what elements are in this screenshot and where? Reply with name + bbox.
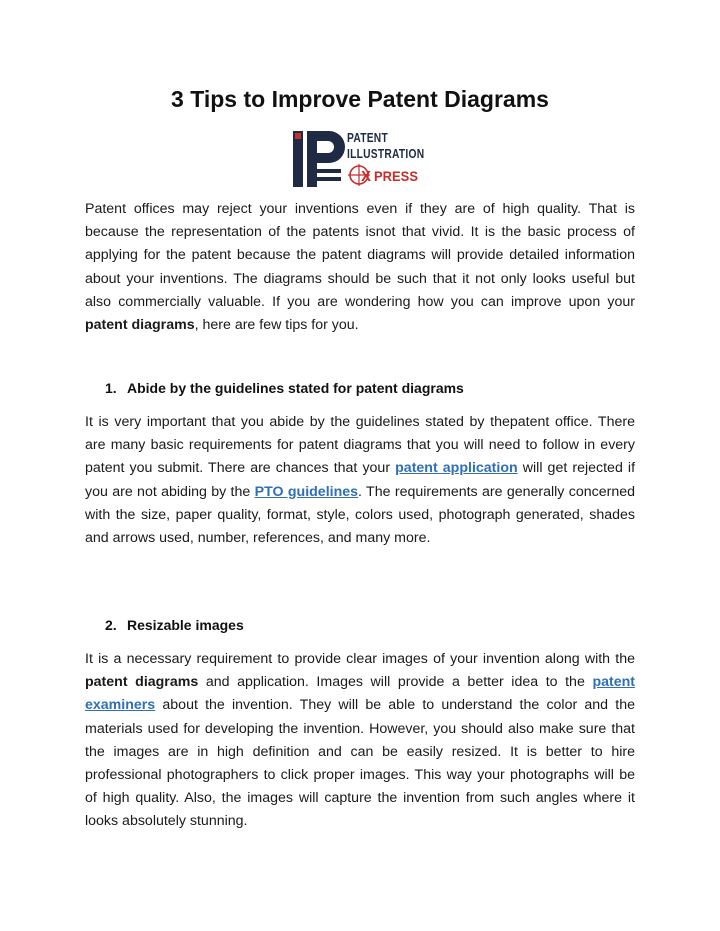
logo-x-letter: X — [361, 168, 372, 185]
section-2-text: It is a necessary requirement to provide clear images of your invention along with the — [85, 651, 635, 667]
section-2-text-3: about the invention. They will be able to understand the color and the materials used for developing the invention. However, you should also make sure that the images are in high definition and can be easily resized. It is better to hire professional photographers to click proper images. This way your photographs will be of high quality. Also, the images will capture the invention from such angles where it looks absolutely stunning. — [85, 697, 635, 830]
section-2-paragraph — [85, 648, 635, 834]
section-2-title: Resizable images — [127, 617, 244, 633]
section-1-paragraph — [85, 411, 635, 550]
section-2-bold-phrase: patent diagrams — [85, 674, 199, 691]
ip-monogram-icon — [293, 129, 347, 189]
patent-illustration-express-logo — [293, 129, 433, 189]
intro-text-end: , here are few tips for you. — [194, 317, 359, 334]
logo-line-patent: PATENT — [347, 131, 388, 145]
section-2-heading — [105, 617, 244, 633]
section-1-text-3: . The requirements are generally concerned with the size, paper quality, format, style, colors used, photograph generated, shades and arrows used, number, references, and many more. — [85, 483, 635, 547]
document-title: 3 Tips to Improve Patent Diagrams — [171, 86, 549, 112]
section-2-text-2: and application. Images will provide a better idea to the — [198, 674, 593, 691]
section-1-heading — [105, 380, 464, 396]
intro-bold-phrase: patent diagrams — [85, 317, 195, 334]
patent-application-link[interactable]: patent application — [395, 460, 518, 477]
intro-text: Patent offices may reject your inventions even if they are of high quality. That is because the representation of the patents isnot that vivid. It is the basic process of applying for the patent because the patent diagrams will provide detailed information about your inventions. The diagrams should be such that it not only looks useful but also commercially valuable. If you are wondering how you can improve upon your — [85, 201, 635, 310]
section-1-text-2: will get rejected if you are not abiding by the — [85, 460, 636, 500]
patent-examiners-link[interactable]: patent examiners — [85, 674, 635, 714]
section-1-title: Abide by the guidelines stated for patent diagrams — [127, 380, 464, 396]
section-1-text: It is very important that you abide by the guidelines stated by thepatent office. There are many basic requirements for patent diagrams that you will need to follow in every patent you submit. There are chances that your — [85, 414, 635, 477]
logo-xpress-mark — [348, 164, 438, 186]
section-2-number: 2. — [105, 617, 117, 633]
section-1-number: 1. — [105, 380, 117, 396]
logo-line-illustration: ILLUSTRATION — [347, 147, 425, 161]
intro-paragraph — [85, 198, 635, 337]
pto-guidelines-link[interactable]: PTO guidelines — [254, 483, 359, 500]
logo-press-word: PRESS — [374, 168, 418, 184]
